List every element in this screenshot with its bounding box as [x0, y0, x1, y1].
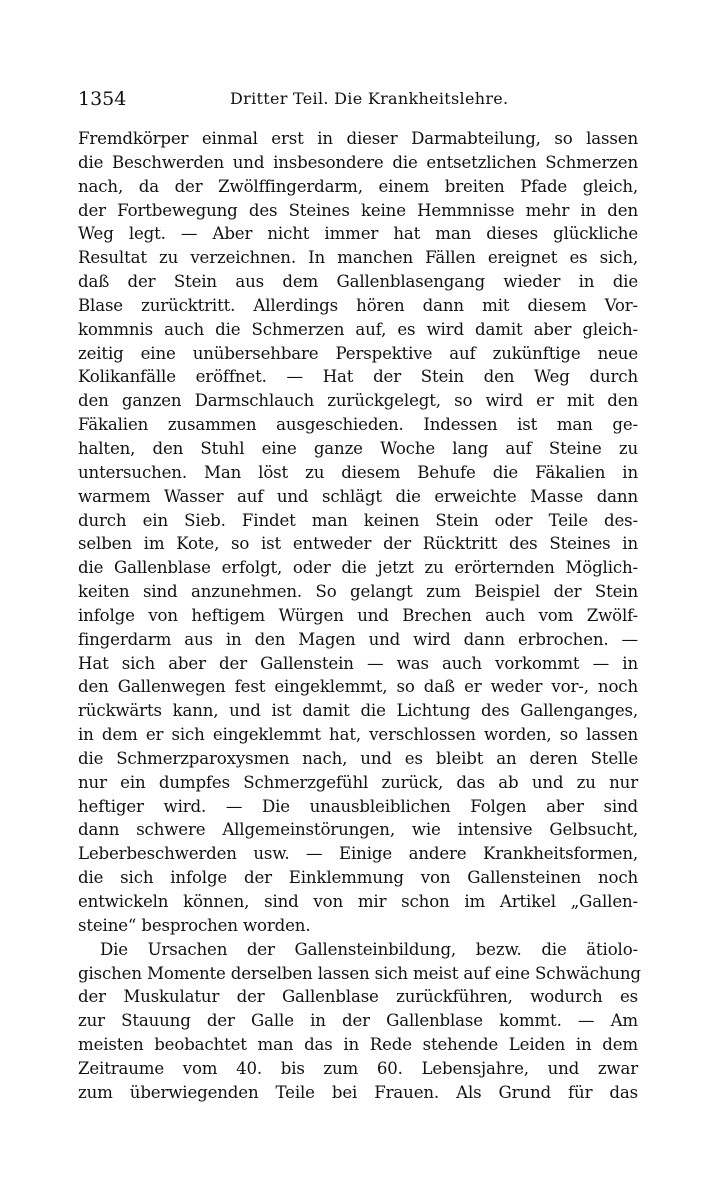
- text-line: Die Ursachen der Gallensteinbildung, bezw. die ätiolo-: [100, 939, 638, 959]
- text-line: zum überwiegenden Teile bei Frauen. Als Grund für das: [78, 1082, 638, 1102]
- text-line: heftiger wird. — Die unausbleiblichen Folgen aber sind: [78, 796, 638, 816]
- text-line: entwickeln können, sind von mir schon im Artikel „Gallen-: [78, 892, 638, 911]
- text-line: Fäkalien zusammen ausgeschieden. Indessen ist man ge-: [78, 415, 638, 435]
- text-line: den ganzen Darmschlauch zurückgelegt, so wird er mit den: [78, 391, 638, 411]
- text-line: Fremdkörper einmal erst in dieser Darmabteilung, so lassen: [78, 129, 638, 148]
- running-head: Dritter Teil. Die Krankheitslehre.: [230, 89, 509, 108]
- text-line: dann schwere Allgemeinstörungen, wie intensive Gelbsucht,: [78, 820, 638, 840]
- page-number: 1354: [78, 88, 127, 110]
- text-line: durch ein Sieb. Findet man keinen Stein oder Teile des-: [78, 510, 638, 530]
- text-line: nach, da der Zwölffingerdarm, einem breiten Pfade gleich,: [78, 176, 638, 196]
- text-line: fingerdarm aus in den Magen und wird dann erbrochen. —: [78, 629, 638, 649]
- text-line: Kolikanfälle eröffnet. — Hat der Stein den Weg durch: [78, 367, 638, 387]
- text-line: Leberbeschwerden usw. — Einige andere Krankheitsformen,: [78, 844, 638, 864]
- text-line: zur Stauung der Galle in der Gallenblase kommt. — Am: [78, 1011, 638, 1031]
- body-text: [78, 127, 641, 1105]
- text-line: kommnis auch die Schmerzen auf, es wird damit aber gleich-: [78, 319, 638, 339]
- text-line: Zeitraume vom 40. bis zum 60. Lebensjahre, und zwar: [78, 1058, 638, 1078]
- text-line: infolge von heftigem Würgen und Brechen auch vom Zwölf-: [78, 605, 638, 625]
- text-line: keiten sind anzunehmen. So gelangt zum Beispiel der Stein: [78, 582, 638, 602]
- text-line: halten, den Stuhl eine ganze Woche lang auf Steine zu: [78, 438, 638, 458]
- text-line: die Schmerzparoxysmen nach, und es bleibt an deren Stelle: [78, 748, 638, 768]
- text-line: den Gallenwegen fest eingeklemmt, so daß er weder vor-, noch: [78, 677, 638, 697]
- text-line: rückwärts kann, und ist damit die Lichtung des Gallenganges,: [78, 701, 638, 721]
- text-line: nur ein dumpfes Schmerzgefühl zurück, das ab und zu nur: [78, 772, 638, 792]
- text-line: Weg legt. — Aber nicht immer hat man dieses glückliche: [78, 224, 638, 244]
- text-line: warmem Wasser auf und schlägt die erweichte Masse dann: [78, 486, 638, 506]
- text-line: untersuchen. Man löst zu diesem Behufe die Fäkalien in: [78, 462, 638, 482]
- text-line: zeitig eine unübersehbare Perspektive auf zukünftige neue: [78, 343, 638, 363]
- text-line: die Gallenblase erfolgt, oder die jetzt zu erörternden Möglich-: [78, 558, 638, 578]
- text-line: gischen Momente derselben lassen sich meist auf eine Schwächung: [78, 963, 641, 983]
- text-line: die Beschwerden und insbesondere die entsetzlichen Schmerzen: [78, 152, 638, 172]
- text-line: steine“ besprochen worden.: [78, 915, 311, 935]
- text-line: Hat sich aber der Gallenstein — was auch vorkommt — in: [78, 653, 638, 673]
- text-line: der Fortbewegung des Steines keine Hemmnisse mehr in den: [78, 200, 638, 220]
- text-line: Resultat zu verzeichnen. In manchen Fällen ereignet es sich,: [78, 248, 638, 268]
- text-line: in dem er sich eingeklemmt hat, verschlossen worden, so lassen: [78, 725, 638, 745]
- text-line: selben im Kote, so ist entweder der Rücktritt des Steines in: [78, 534, 638, 554]
- text-line: die sich infolge der Einklemmung von Gallensteinen noch: [78, 868, 638, 888]
- text-line: der Muskulatur der Gallenblase zurückführen, wodurch es: [78, 987, 638, 1007]
- text-line: meisten beobachtet man das in Rede stehende Leiden in dem: [78, 1035, 638, 1055]
- text-line: daß der Stein aus dem Gallenblasengang wieder in die: [78, 272, 638, 292]
- text-line: Blase zurücktritt. Allerdings hören dann mit diesem Vor-: [78, 295, 638, 315]
